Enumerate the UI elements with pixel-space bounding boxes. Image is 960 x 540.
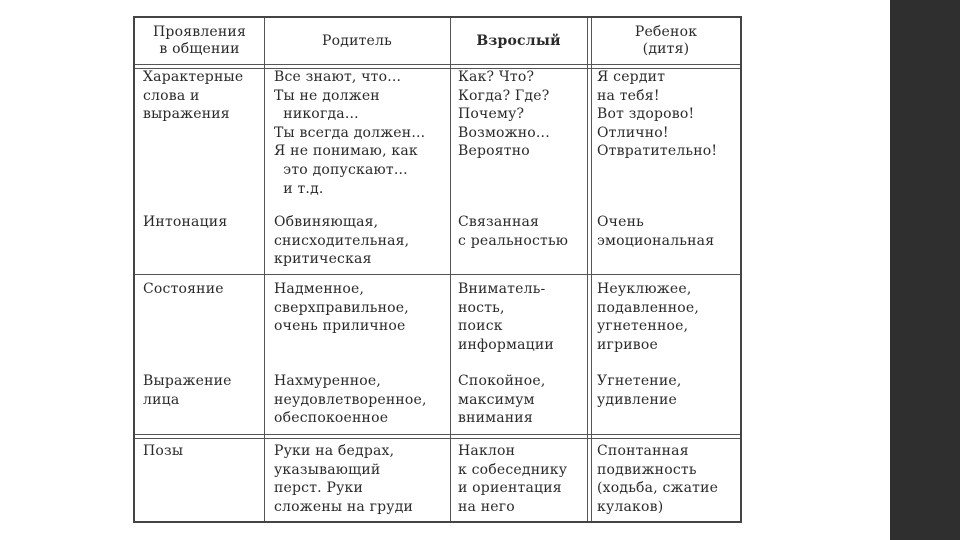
row-label-intonation: Интонация <box>143 214 228 230</box>
cell-adult-poses: Наклон к собеседнику и ориентация на него <box>458 443 568 515</box>
header-manifestations: Проявления в общении <box>153 24 246 57</box>
section-divider-1 <box>135 274 740 275</box>
cell-child-state: Неуклюжее, подавленное, угнетенное, игривое <box>597 281 700 353</box>
cell-parent-facial-expression: Нахмуренное, неудовлетворенное, обеспокоенное <box>274 373 427 427</box>
cell-adult-intonation: Связанная с реальностью <box>458 214 569 249</box>
cell-child-facial-expression: Угнетение, удивление <box>597 373 682 408</box>
cell-parent-poses: Руки на бедрах, указывающий перст. Руки сложены на груди <box>274 443 414 515</box>
cell-parent-state: Надменное, сверхправильное, очень приличное <box>274 281 409 335</box>
cell-child-poses: Спонтанная подвижность (ходьба, сжатие кулаков) <box>597 443 719 515</box>
cell-adult-state: Вниматель- ность, поиск информации <box>458 281 554 353</box>
communication-manifestations-table <box>133 16 742 523</box>
header-child: Ребенок (дитя) <box>634 24 698 57</box>
column-divider-1 <box>264 18 265 521</box>
cell-child-intonation: Очень эмоциональная <box>597 214 715 249</box>
row-label-facial-expression: Выражение лица <box>143 373 232 408</box>
header-adult: Взрослый <box>476 33 561 49</box>
cell-adult-facial-expression: Спокойное, максимум внимания <box>458 373 546 427</box>
row-label-poses: Позы <box>143 443 184 459</box>
column-divider-2 <box>450 18 451 521</box>
cell-child-words: Я сердит на тебя! Вот здорово! Отлично! Отвратительно! <box>597 69 718 160</box>
section-divider-2 <box>135 434 740 439</box>
cell-adult-words: Как? Что? Когда? Где? Почему? Возможно... Вероятно <box>458 69 550 160</box>
cell-parent-words: Все знают, что... Ты не должен никогда... Ты всегда должен... Я не понимаю, как это допускают... и т.д. <box>274 69 426 197</box>
column-divider-3 <box>587 18 592 521</box>
dark-side-band <box>890 0 960 540</box>
header-parent: Родитель <box>322 33 392 49</box>
row-label-state: Состояние <box>143 281 224 297</box>
row-label-characteristic-words: Характерные слова и выражения <box>143 69 244 123</box>
cell-parent-intonation: Обвиняющая, снисходительная, критическая <box>274 214 410 268</box>
